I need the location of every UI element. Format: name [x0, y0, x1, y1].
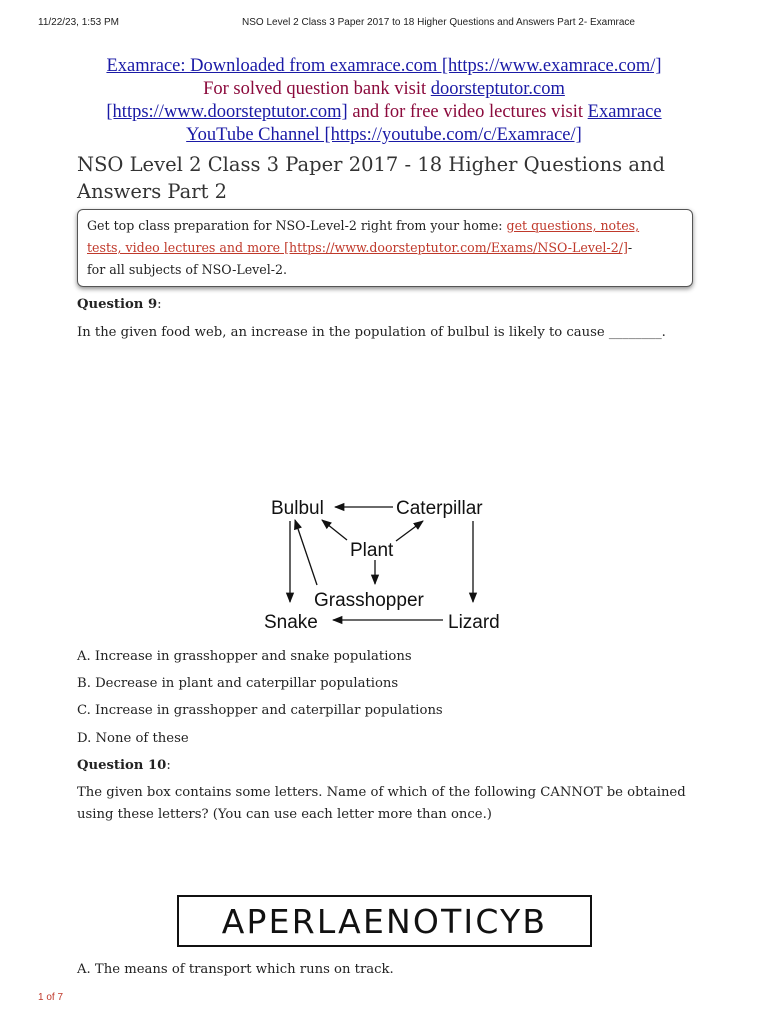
option-c: C. Increase in grasshopper and caterpillar populations: [77, 703, 443, 718]
doorsteptutor-url-link[interactable]: [https://www.doorsteptutor.com]: [106, 102, 348, 122]
question-10-text: using these letters? (You can use each letter more than once.): [77, 807, 492, 822]
youtube-channel-link[interactable]: YouTube Channel [https://youtube.com/c/Examrace/]: [186, 125, 582, 145]
option-b: B. Decrease in plant and caterpillar populations: [77, 676, 399, 691]
option-d: D. None of these: [77, 731, 189, 746]
banner-text: For solved question bank visit: [203, 79, 431, 99]
promo-link[interactable]: tests, video lectures and more [https://www.doorsteptutor.com/Exams/NSO-Level-2/]: [87, 240, 628, 255]
q10-option-a: A. The means of transport which runs on track.: [77, 962, 394, 977]
letter-box: APERLAENOTICYB: [177, 895, 592, 947]
examrace-link[interactable]: Examrace: Downloaded from examrace.com [https://www.examrace.com/]: [106, 56, 662, 76]
promo-box: [77, 209, 693, 287]
question-10-text: The given box contains some letters. Name of which of the following CANNOT be obtained: [77, 785, 686, 800]
label-lizard: Lizard: [448, 612, 500, 633]
food-web-diagram: [255, 488, 515, 636]
label-caterpillar: Caterpillar: [396, 498, 483, 519]
print-datetime: 11/22/23, 1:53 PM: [38, 17, 119, 28]
page-title: NSO Level 2 Class 3 Paper 2017 - 18 Higher Questions and Answers Part 2: [77, 153, 666, 203]
question-9-heading: Question 9:: [77, 297, 162, 312]
promo-text: -: [627, 240, 633, 255]
question-10-heading: Question 10:: [77, 758, 171, 773]
option-a: A. Increase in grasshopper and snake populations: [77, 649, 412, 664]
label-grasshopper: Grasshopper: [314, 590, 424, 611]
arrow-plant-to-caterpillar: [396, 521, 423, 541]
examrace-youtube-link[interactable]: Examrace: [587, 102, 662, 122]
print-doc-title: NSO Level 2 Class 3 Paper 2017 to 18 Higher Questions and Answers Part 2- Examrace: [242, 17, 635, 28]
arrow-plant-to-bulbul: [322, 520, 347, 540]
doorsteptutor-link[interactable]: doorsteptutor.com: [430, 79, 565, 99]
label-bulbul: Bulbul: [271, 498, 324, 519]
source-banner: [0, 55, 768, 147]
promo-text: Get top class preparation for NSO-Level-2 right from your home:: [87, 218, 507, 233]
arrow-grasshopper-to-bulbul: [295, 520, 317, 585]
question-9-text: In the given food web, an increase in the population of bulbul is likely to cause ________.: [77, 325, 666, 340]
banner-text: and for free video lectures visit: [347, 102, 588, 122]
label-plant: Plant: [350, 540, 394, 561]
promo-text: for all subjects of NSO-Level-2.: [87, 262, 288, 277]
page-number: 1 of 7: [38, 992, 64, 1003]
label-snake: Snake: [264, 612, 318, 633]
promo-link[interactable]: get questions, notes,: [506, 218, 640, 233]
